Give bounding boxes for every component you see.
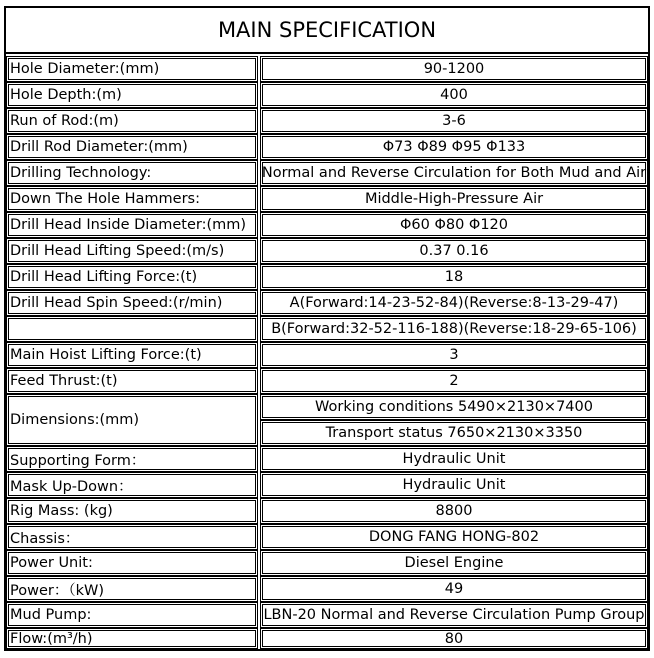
row-value: 2 [260,368,648,394]
row-label: Hole Depth:(m) [6,82,258,108]
row-label: Feed Thrust:(t) [6,368,258,394]
row-label: Drill Head Lifting Speed:(m/s) [6,238,258,264]
row-value: Middle-High-Pressure Air [260,186,648,212]
row-value: Transport status 7650×2130×3350 [260,420,648,446]
row-label: Mask Up-Down： [6,472,258,498]
row-value: 18 [260,264,648,290]
row-label: Drill Head Lifting Force:(t) [6,264,258,290]
row-value: DONG FANG HONG-802 [260,524,648,550]
row-value: 400 [260,82,648,108]
row-label: Main Hoist Lifting Force:(t) [6,342,258,368]
row-value: Hydraulic Unit [260,472,648,498]
row-value: 80 [260,628,648,649]
row-label: Mud Pump: [6,602,258,628]
row-label [6,316,258,342]
row-label: Drill Head Inside Diameter:(mm) [6,212,258,238]
row-label: Chassis： [6,524,258,550]
row-value: Normal and Reverse Circulation for Both Mud and Air [260,160,648,186]
row-label: Rig Mass: (kg) [6,498,258,524]
row-value: B(Forward:32-52-116-188)(Reverse:18-29-65-106) [260,316,648,342]
row-value: LBN-20 Normal and Reverse Circulation Pump Group [260,602,648,628]
row-label: Drill Rod Diameter:(mm) [6,134,258,160]
row-value: Diesel Engine [260,550,648,576]
specification-table [4,6,650,651]
row-value: Working conditions 5490×2130×7400 [260,394,648,420]
table-title: MAIN SPECIFICATION [6,8,648,54]
row-value: 3 [260,342,648,368]
row-label: Down The Hole Hammers: [6,186,258,212]
row-label: Flow:(m³/h) [6,628,258,649]
row-value: Φ60 Φ80 Φ120 [260,212,648,238]
row-label: Power Unit: [6,550,258,576]
row-value: 8800 [260,498,648,524]
row-label: Power：（kW) [6,576,258,602]
row-label: Hole Diameter:(mm) [6,56,258,82]
row-value: Hydraulic Unit [260,446,648,472]
row-value: 0.37 0.16 [260,238,648,264]
row-label: Drill Head Spin Speed:(r/min) [6,290,258,316]
row-value: 90-1200 [260,56,648,82]
row-label: Supporting Form： [6,446,258,472]
row-value: 49 [260,576,648,602]
row-label: Dimensions:(mm) [6,394,258,446]
row-label: Run of Rod:(m) [6,108,258,134]
row-value: 3-6 [260,108,648,134]
row-label: Drilling Technology: [6,160,258,186]
row-value: Φ73 Φ89 Φ95 Φ133 [260,134,648,160]
row-value: A(Forward:14-23-52-84)(Reverse:8-13-29-47) [260,290,648,316]
